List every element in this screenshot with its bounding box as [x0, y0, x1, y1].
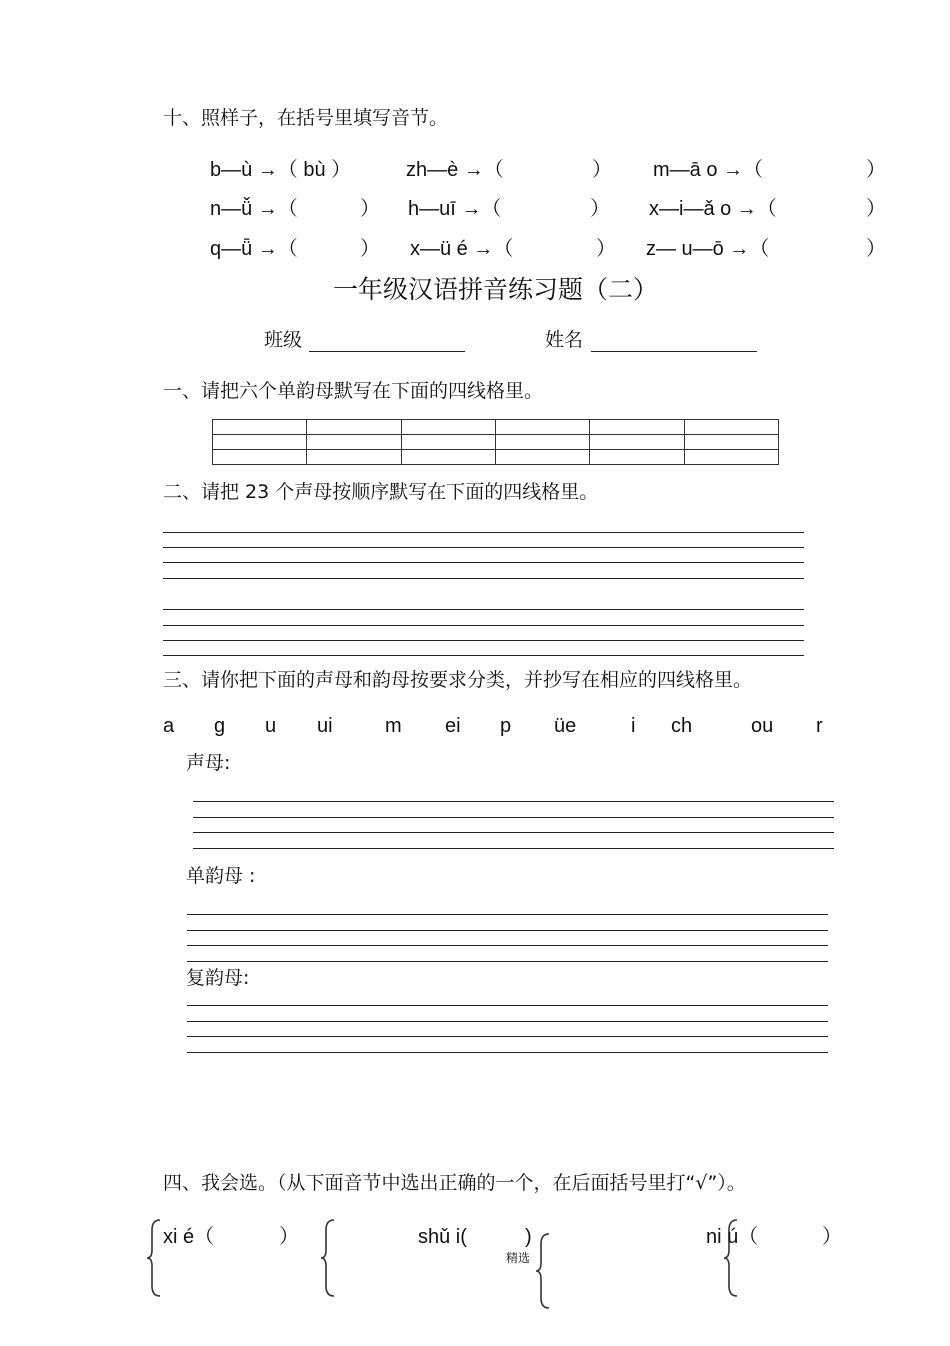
- q10-item-zuo: z— u—ō →（: [646, 238, 770, 260]
- q10-close-paren: ）: [592, 159, 612, 181]
- watermark-text: 精选: [506, 1251, 531, 1265]
- name-label: 姓名: [545, 329, 584, 351]
- option-xie: xi é（: [163, 1226, 215, 1248]
- grid-line: [187, 914, 828, 915]
- grid-cell[interactable]: [495, 420, 589, 435]
- q10-item-qv: q—ǖ →（: [210, 238, 298, 260]
- grid-cell[interactable]: [684, 435, 778, 450]
- q10-heading: 十、照样子，在括号里填写音节。: [163, 107, 449, 129]
- grid-line: [193, 848, 834, 849]
- option-close-paren[interactable]: ）: [822, 1226, 842, 1248]
- letter: g: [214, 715, 226, 737]
- letter: r: [816, 715, 823, 737]
- grid-cell[interactable]: [590, 450, 684, 465]
- grid-cell[interactable]: [307, 420, 401, 435]
- fuyunmu-label: 复韵母:: [186, 967, 250, 989]
- grid-line: [163, 547, 804, 548]
- left-brace-icon: [535, 1232, 551, 1310]
- grid-line: [163, 562, 804, 563]
- grid-line: [187, 1021, 828, 1022]
- letter: üe: [554, 715, 577, 737]
- q2-heading: 二、请把 23 个声母按顺序默写在下面的四线格里。: [163, 481, 599, 503]
- q10-close-paren: ）: [866, 159, 886, 181]
- grid-line: [163, 655, 804, 656]
- grid-cell[interactable]: [401, 435, 495, 450]
- grid-line: [163, 578, 804, 579]
- letter: m: [385, 715, 402, 737]
- grid-line: [163, 625, 804, 626]
- letter: ou: [751, 715, 774, 737]
- grid-line: [163, 532, 804, 533]
- q4-heading: 四、我会选。（从下面音节中选出正确的一个，在后面括号里打“√”）。: [163, 1172, 746, 1194]
- letter: ei: [445, 715, 461, 737]
- grid-line: [193, 817, 834, 818]
- grid-line: [187, 930, 828, 931]
- grid-cell[interactable]: [495, 435, 589, 450]
- q10-example: b—ù →（ bù ）: [210, 159, 352, 181]
- grid-cell[interactable]: [401, 450, 495, 465]
- option-close-paren[interactable]: ): [525, 1226, 532, 1248]
- grid-line: [187, 1036, 828, 1037]
- class-label: 班级: [264, 329, 303, 351]
- grid-cell[interactable]: [590, 435, 684, 450]
- grid-cell[interactable]: [307, 435, 401, 450]
- letter: u: [265, 715, 277, 737]
- q10-close-paren: ）: [866, 238, 886, 260]
- grid-cell[interactable]: [307, 450, 401, 465]
- class-blank[interactable]: [309, 351, 465, 352]
- option-shui: shǔ i(: [418, 1226, 467, 1248]
- q10-close-paren: ）: [360, 198, 380, 220]
- letter: p: [500, 715, 512, 737]
- left-brace-icon: [320, 1218, 336, 1298]
- shengmu-label: 声母:: [186, 752, 231, 774]
- grid-line: [193, 832, 834, 833]
- q1-heading: 一、请把六个单韵母默写在下面的四线格里。: [163, 380, 544, 402]
- four-line-grid-table: [212, 419, 779, 465]
- grid-line: [187, 1005, 828, 1006]
- letter: ch: [671, 715, 693, 737]
- grid-line: [163, 609, 804, 610]
- left-brace-icon: [146, 1218, 162, 1298]
- q10-item-nv: n—ǚ →（: [210, 198, 298, 220]
- grid-cell[interactable]: [684, 450, 778, 465]
- grid-cell[interactable]: [684, 420, 778, 435]
- grid-line: [187, 1052, 828, 1053]
- grid-line: [187, 961, 828, 962]
- grid-line: [193, 801, 834, 802]
- q10-close-paren: ）: [590, 198, 610, 220]
- grid-line: [163, 640, 804, 641]
- letter: ui: [317, 715, 333, 737]
- grid-line: [187, 945, 828, 946]
- grid-cell[interactable]: [213, 450, 307, 465]
- q10-close-paren: ）: [360, 238, 380, 260]
- letter: i: [631, 715, 636, 737]
- name-blank[interactable]: [591, 351, 757, 352]
- grid-cell[interactable]: [401, 420, 495, 435]
- letter: a: [163, 715, 175, 737]
- grid-cell[interactable]: [213, 435, 307, 450]
- q10-item-zhe: zh—è →（: [406, 159, 504, 181]
- q10-item-xue: x—ü é →（: [410, 238, 514, 260]
- page-title: 一年级汉语拼音练习题（二）: [333, 275, 659, 304]
- q10-close-paren: ）: [866, 198, 886, 220]
- grid-cell[interactable]: [213, 420, 307, 435]
- q10-item-hui: h—uī →（: [408, 198, 502, 220]
- grid-cell[interactable]: [590, 420, 684, 435]
- danyunmu-label: 单韵母 :: [186, 865, 256, 887]
- q3-heading: 三、请你把下面的声母和韵母按要求分类，并抄写在相应的四线格里。: [163, 669, 753, 691]
- option-niu: ni ú（: [706, 1226, 759, 1248]
- q10-item-mao: m—ā o →（: [653, 159, 764, 181]
- option-close-paren[interactable]: ）: [279, 1226, 299, 1248]
- grid-cell[interactable]: [495, 450, 589, 465]
- q10-close-paren: ）: [596, 238, 616, 260]
- q10-item-xiao: x—i—ǎ o →（: [649, 198, 777, 220]
